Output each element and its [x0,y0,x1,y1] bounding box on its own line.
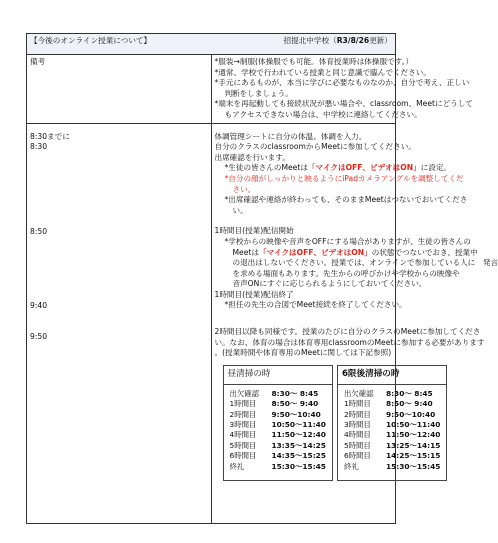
text-line: 音声ONにすぐに応じられるようにしておいてください。 [232,279,427,289]
period-time: 10:50〜11:40 [385,420,441,430]
text-line: 。(授業時間や体育専用のMeetに関しては下記参照) [214,348,392,358]
period-time: 9:50〜10:40 [271,409,321,419]
camera-angle-note-cont: さい。 [232,184,256,194]
note-line: もアクセスできない場合は、中学校に連絡してください。 [224,109,422,119]
period-name: 2時間目 [229,409,257,419]
text-span: に設定。 [420,163,452,173]
time-label: 8:30までに [30,131,70,141]
timetable-row [230,410,326,420]
school-name: 招提北中学校（ [283,36,337,45]
update-suffix: 更新） [369,36,392,45]
timetable-title-text: 6限後清掃の時 [341,368,400,379]
timetable-row [230,430,326,440]
mic-off-video-on-note: 「マイクはOFF、ビデオはON」 [307,163,421,173]
timetable-row [230,399,326,409]
period-time: 13:25〜14:15 [385,440,441,450]
timetable-row [230,441,326,451]
period-name: 6時間目 [343,451,371,461]
notes-label: 備考 [27,55,212,124]
camera-angle-note: *自分の顔がしっかりと映るようにiPadカメラアングルを調整してくだ [224,173,464,183]
timetable-row [344,462,440,472]
note-line: *服装→制服(体操服でも可能。体育授業時は体操服です。） [214,57,414,66]
timetable-row [344,389,440,399]
note-line: 判断をしましょう。 [224,88,293,98]
period-time: 14:25〜15:15 [385,451,441,461]
online-class-table [26,33,498,524]
text-line: 1時間目(授業)配信開始 [214,226,294,236]
notes-content [211,55,473,124]
period-name: 4時間目 [229,430,257,440]
header-row [27,34,396,55]
text-line: い。なお、体育の場合は体育専用classroomのMeetに参加する必要があります [214,337,485,347]
period-name: 1時間目 [343,399,371,409]
timetable-title [338,366,446,385]
period-name: 終礼 [229,461,245,471]
period-time: 9:50〜10:40 [385,409,436,419]
timetable-row [230,462,326,472]
note-line: *通常、学校で行われている授業と同じ意識で臨んでください。 [214,67,431,77]
doc-title: 【今後のオンライン授業について】 [30,36,152,45]
mic-off-video-on-note: 「マイクはOFF、ビデオはON」 [258,247,372,257]
timetable-after-6th-cleaning [337,365,447,481]
text-line: 自分のクラスのclassroomからMeetに参加してください。 [214,142,416,152]
period-name: 出欠確認 [229,388,260,398]
schedule-row [27,123,396,523]
period-name: 1時間目 [229,399,257,409]
period-time: 11:50〜12:40 [271,430,326,440]
text-line: *担任の先生の合図でMeet接続を終了してください。 [224,300,407,310]
time-label: 9:40 [30,301,48,311]
period-time: 15:30〜15:45 [385,461,441,471]
period-time: 10:50〜11:40 [271,420,326,430]
text-line: 2時間目以降も同様です。授業のたびに自分のクラスのMeetに参加してくださ [214,327,481,337]
period-time: 13:35〜14:25 [271,440,326,450]
text-line: 1時間目(授業)配信終了 [214,289,294,299]
period-time: 11:50〜12:40 [385,430,441,440]
text-span: の状態でつないでおき、授業中 [371,247,478,257]
period-name: 4時間目 [343,430,371,440]
text-line [215,163,452,174]
timetable-rows [338,385,446,480]
text-line: を求める場面もあります。先生からの呼びかけや学校からの映像や [232,268,460,278]
period-name: 出欠確認 [343,388,374,398]
timetable-row [230,389,326,399]
update-date: R3/8/26 [336,36,370,45]
period-name: 3時間目 [229,420,257,430]
text-line: *学校からの映像や音声をOFFにする場合がありますが、生徒の皆さんの [224,236,471,246]
period-time: 8:50〜 9:40 [271,399,319,409]
timetable-row [344,451,440,461]
timetable-row [230,420,326,430]
period-time: 14:35〜15:25 [271,451,326,461]
time-label: 9:50 [30,331,48,341]
schedule-content [211,123,498,523]
timetables [223,365,441,481]
timetable-title [224,366,332,385]
timetable-row [344,420,440,430]
notes-row [27,55,396,124]
period-name: 6時間目 [229,451,257,461]
time-label: 8:50 [30,226,48,236]
text-line: 出席確認を行います。 [214,152,290,162]
text-line [215,247,478,259]
school-date [284,36,392,47]
text-span: *生徒の皆さんのMeetは [224,163,308,173]
time-label: 8:30 [30,142,48,152]
time-column [27,123,212,523]
period-name: 終礼 [343,461,359,471]
header-cell [27,34,396,55]
period-name: 5時間目 [229,440,257,450]
text-line: の退出はしないでください。授業では、オンラインで参加している人に 発言 [232,258,498,268]
period-time: 15:30〜15:45 [271,461,326,471]
period-time: 8:50〜 9:40 [385,399,433,409]
timetable-lunch-cleaning [223,365,333,481]
period-time: 8:30〜 8:45 [385,388,433,398]
text-line: 体調管理シートに自分の体温、体調を入力。 [214,131,367,141]
timetable-row [344,399,440,409]
text-span: Meetは [232,247,259,257]
timetable-row [344,410,440,420]
timetable-rows [224,385,332,480]
note-line: *端末を再起動しても接続状況が悪い場合や、classroom、Meetにどうして [214,99,473,109]
period-time: 8:30〜 8:45 [271,388,319,398]
timetable-row [344,430,440,440]
period-name: 2時間目 [343,409,371,419]
text-line: *出席確認や連絡が終わっても、そのままMeetはつないでおいてくださ [224,195,468,205]
timetable-title-text: 昼清掃の時 [227,368,271,379]
timetable-row [344,441,440,451]
text-line: い。 [232,205,248,215]
timetable-row [230,451,326,461]
note-line: *手元にあるものが、本当に学びに必要なものなのか、自分で考え、正しい [214,78,470,88]
period-name: 3時間目 [343,420,371,430]
period-name: 5時間目 [343,440,371,450]
